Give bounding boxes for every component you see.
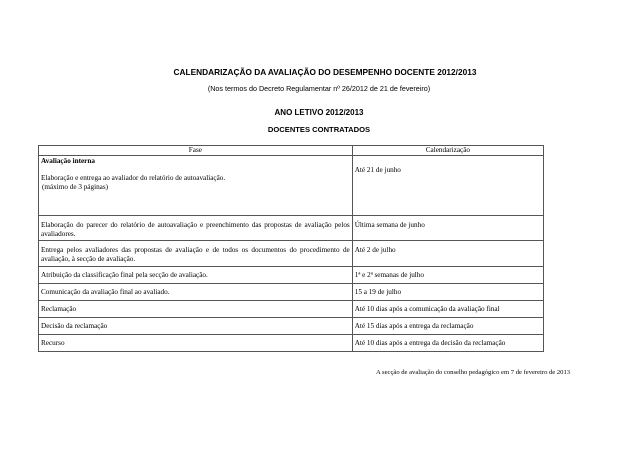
table-row: [39, 156, 544, 216]
table-row: [39, 301, 544, 318]
phase-text: Elaboração e entrega ao avaliador do relatório de autoavaliação.: [41, 174, 226, 182]
table-row: [39, 318, 544, 335]
table-row: [39, 216, 544, 241]
schedule-cell: Última semana de junho: [352, 216, 543, 241]
schedule-table: [38, 145, 544, 352]
phase-cell: Atribuição da classificação final pela secção de avaliação.: [39, 267, 353, 284]
phase-cell: Reclamação: [39, 301, 353, 318]
table-row: [39, 267, 544, 284]
table-row: [39, 335, 544, 352]
section-heading: Avaliação interna: [41, 157, 95, 165]
schedule-cell: Até 15 dias após a entrega da reclamação: [352, 318, 543, 335]
table-header-row: [39, 146, 544, 156]
schedule-cell: Até 10 dias após a entrega da decisão da reclamação: [352, 335, 543, 352]
phase-cell: Elaboração do parecer do relatório de autoavaliação e preenchimento das propostas de avaliação pelos avaliadores.: [39, 216, 353, 241]
table-row: [39, 284, 544, 301]
phase-cell: Entrega pelos avaliadores das propostas de avaliação e de todos os documentos do procedimento de avaliação, à secção de avaliação.: [39, 241, 353, 267]
schedule-cell: 1ª e 2ª semanas de julho: [352, 267, 543, 284]
column-header-phase: Fase: [39, 146, 353, 156]
column-header-schedule: Calendarização: [352, 146, 543, 156]
schedule-cell: Até 2 de julho: [352, 241, 543, 267]
document-subtitle: (Nos termos do Decreto Regulamentar nº 26/2012 de 21 de fevereiro): [207, 84, 431, 93]
schedule-cell: [352, 156, 543, 216]
phase-cell: Comunicação da avaliação final ao avaliado.: [39, 284, 353, 301]
school-year-heading: ANO LETIVO 2012/2013: [274, 108, 364, 117]
phase-cell: [39, 156, 353, 216]
document-title: CALENDARIZAÇÃO DA AVALIAÇÃO DO DESEMPENHO DOCENTE 2012/2013: [173, 67, 477, 77]
phase-note: (máximo de 3 páginas): [42, 183, 109, 191]
schedule-text: Até 21 de junho: [354, 166, 401, 174]
group-heading: DOCENTES CONTRATADOS: [267, 125, 371, 134]
schedule-cell: 15 a 19 de julho: [352, 284, 543, 301]
footer-note: A secção de avaliação do conselho pedagógico em 7 de fevereiro de 2013: [376, 369, 571, 376]
table-row: [39, 241, 544, 267]
schedule-cell: Até 10 dias após a comunicação da avaliação final: [352, 301, 543, 318]
phase-cell: Recurso: [39, 335, 353, 352]
phase-cell: Decisão da reclamação: [39, 318, 353, 335]
